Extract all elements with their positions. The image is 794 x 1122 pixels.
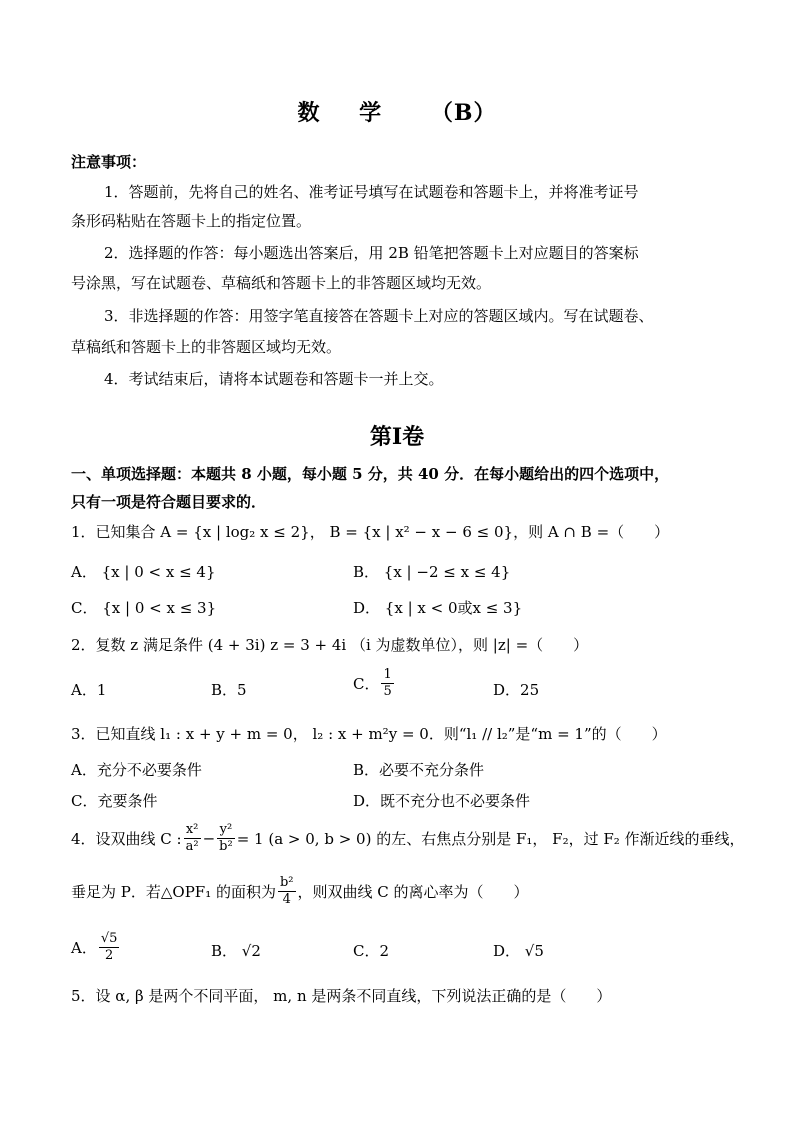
part1-heading-line-1: 一、单项选择题：本题共 8 小题，每小题 5 分，共 40 分．在每小题给出的四个选项中， xyxy=(71,465,670,483)
question-3-option-a: A．充分不必要条件 xyxy=(71,761,202,779)
title-subject: 数 学 xyxy=(297,100,383,126)
question-2-option-c-label: C． xyxy=(353,675,380,693)
question-4-option-c: C．2 xyxy=(353,942,390,960)
section-title: 第Ⅰ卷 xyxy=(369,424,425,450)
question-4-option-d: D． √5 xyxy=(493,942,544,960)
question-4-option-a xyxy=(71,931,121,964)
fraction-denominator: b² xyxy=(219,839,233,854)
notice-item-3-line-1: 3．非选择题的作答：用签字笔直接答在答题卡上对应的答题区域内。写在试题卷、 xyxy=(104,307,654,325)
question-1-stem: 1．已知集合 A = {x | log₂ x ≤ 2}， B = {x | x² − x − 6 ≤ 0}，则 A ∩ B =（ ） xyxy=(71,523,670,541)
fraction-numerator: √5 xyxy=(100,931,118,946)
question-2-option-c-fraction xyxy=(381,667,393,700)
part1-heading-line-2: 只有一项是符合题目要求的． xyxy=(71,493,267,511)
q4-stem-part-d: ，则双曲线 C 的离心率为（ ） xyxy=(297,883,529,901)
fraction-denominator: 4 xyxy=(282,892,291,907)
question-1-option-c: C． {x | 0 < x ≤ 3} xyxy=(71,599,217,617)
question-2-stem: 2．复数 z 满足条件 (4 + 3i) z = 3 + 4i （i 为虚数单位），则 |z| =（ ） xyxy=(71,636,589,654)
fraction-numerator: b² xyxy=(279,875,294,890)
q4-fraction-y2-b2 xyxy=(217,822,235,855)
page-title xyxy=(0,96,794,127)
fraction-numerator: x² xyxy=(184,822,201,839)
notice-item-1-line-2: 条形码粘贴在答题卡上的指定位置。 xyxy=(71,212,312,230)
fraction-denominator: 2 xyxy=(104,948,114,963)
question-5-stem: 5．设 α, β 是两个不同平面， m, n 是两条不同直线，下列说法正确的是（ ） xyxy=(71,987,612,1005)
question-3-stem: 3．已知直线 l₁ : x + y + m = 0， l₂ : x + m²y = 0．则“l₁ // l₂”是“m = 1”的（ ） xyxy=(71,725,667,743)
q4-stem-part-c: 垂足为 P．若△OPF₁ 的面积为 xyxy=(71,883,276,901)
notice-heading: 注意事项： xyxy=(71,153,147,171)
question-1-option-d: D． {x | x < 0或x ≤ 3} xyxy=(353,599,523,617)
question-4-option-b: B． √2 xyxy=(211,942,261,960)
q4-stem-part-b: = 1 (a > 0, b > 0) 的左、右焦点分别是 F₁， F₂，过 F₂ 作渐近线的垂线， xyxy=(236,830,745,848)
question-2-option-b: B．5 xyxy=(211,681,247,699)
question-3-option-c: C．充要条件 xyxy=(71,792,158,810)
q4-fraction-b2-4 xyxy=(278,875,296,908)
question-1-option-a: A． {x | 0 < x ≤ 4} xyxy=(71,563,216,581)
notice-item-2-line-1: 2．选择题的作答：每小题选出答案后，用 2B 铅笔把答题卡上对应题目的答案标 xyxy=(104,244,639,262)
question-4-stem-line-1 xyxy=(71,822,745,855)
question-4-option-a-label: A． xyxy=(71,939,97,957)
title-variant: （B） xyxy=(430,100,497,126)
question-4-option-a-fraction xyxy=(99,931,120,964)
question-2-option-a: A．1 xyxy=(71,681,107,699)
question-3-option-b: B．必要不充分条件 xyxy=(353,761,485,779)
fraction-denominator: 5 xyxy=(383,684,392,699)
question-2-option-d: D．25 xyxy=(493,681,540,699)
notice-item-1-line-1: 1．答题前，先将自己的姓名、准考证号填写在试题卷和答题卡上，并将准考证号 xyxy=(104,183,639,201)
question-2-option-c xyxy=(353,667,396,700)
fraction-numerator: y² xyxy=(217,822,235,839)
question-3-option-d: D．既不充分也不必要条件 xyxy=(353,792,531,810)
q4-stem-part-a: 4．设双曲线 C : xyxy=(71,830,182,848)
notice-item-3-line-2: 草稿纸和答题卡上的非答题区域均无效。 xyxy=(71,338,342,356)
notice-item-2-line-2: 号涂黑，写在试题卷、草稿纸和答题卡上的非答题区域均无效。 xyxy=(71,274,492,292)
fraction-denominator: a² xyxy=(185,839,199,854)
fraction-numerator: 1 xyxy=(383,667,392,682)
question-4-stem-line-2 xyxy=(71,875,529,908)
notice-item-4: 4．考试结束后，请将本试题卷和答题卡一并上交。 xyxy=(104,370,444,388)
question-1-option-b: B． {x | −2 ≤ x ≤ 4} xyxy=(353,563,511,581)
q4-minus: − xyxy=(202,829,216,848)
q4-fraction-x2-a2 xyxy=(184,822,201,855)
